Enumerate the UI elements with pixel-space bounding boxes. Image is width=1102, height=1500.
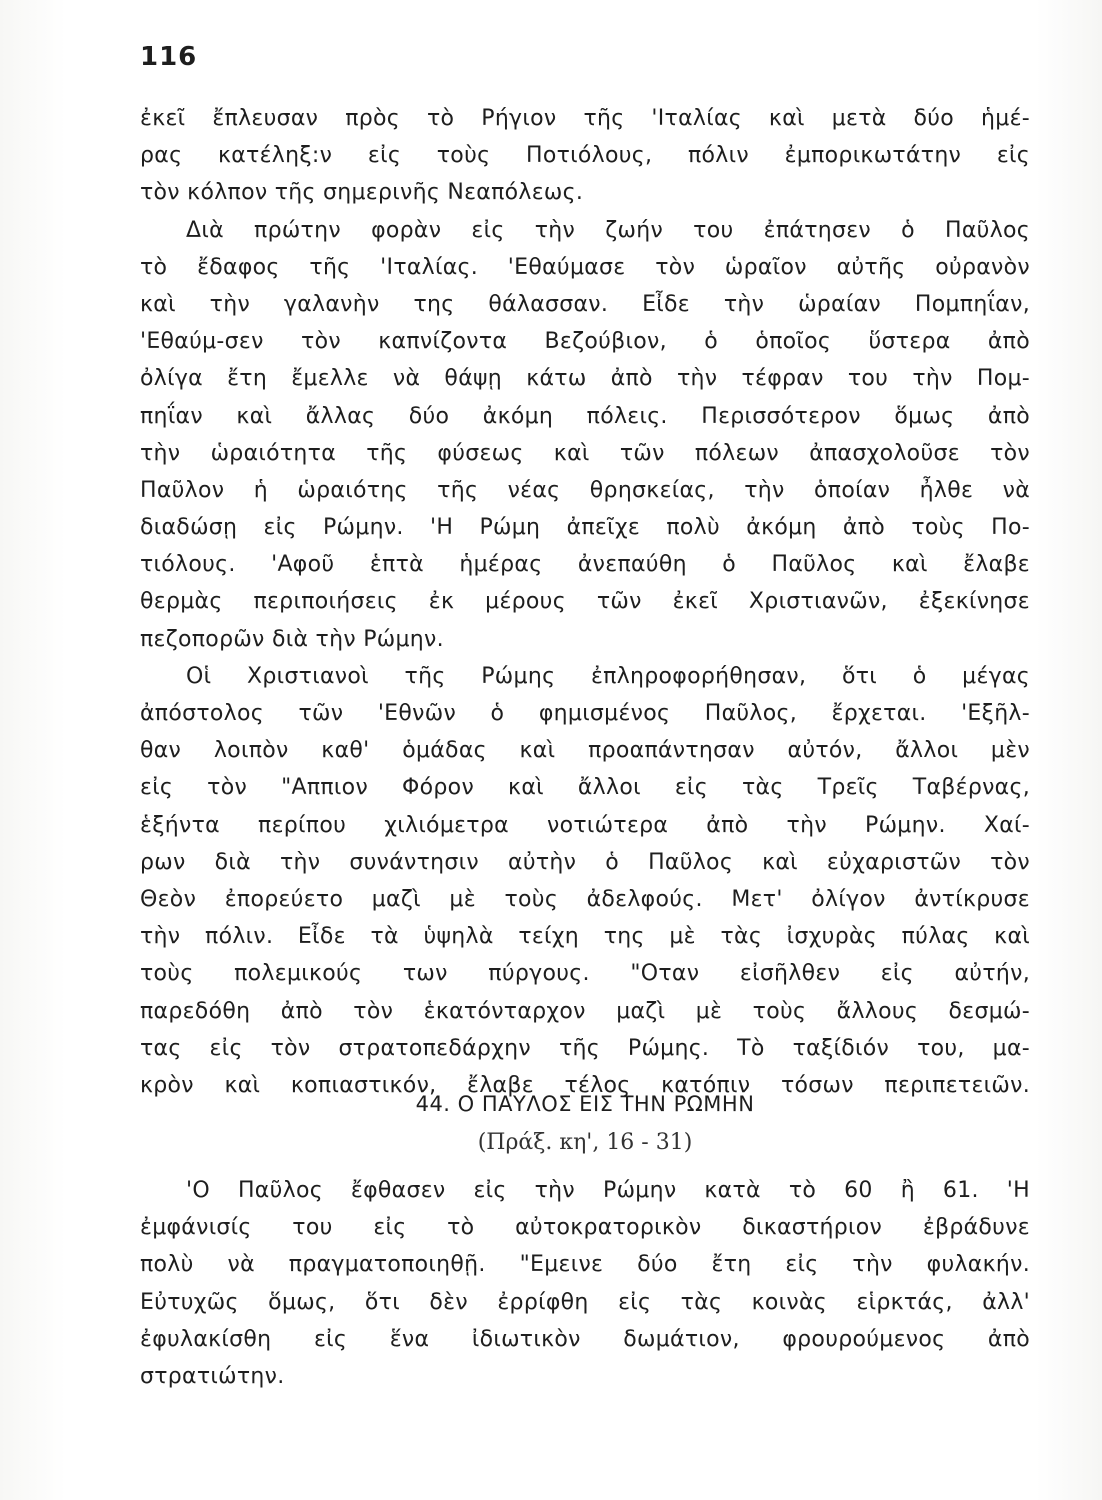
body-text-bottom [140, 1172, 1030, 1395]
text-line: ρων διὰ τὴν συνάντησιν αὐτὴν ὁ Παῦλος καὶ εὐχαριστῶν τὸν [140, 849, 1030, 875]
text-line: παρεδόθη ἀπὸ τὸν ἑκατόνταρχον μαζὶ μὲ τοὺς ἄλλους δεσμώ- [140, 998, 1030, 1024]
text-line: τὴν ὡραιότητα τῆς φύσεως καὶ τῶν πόλεων ἀπασχολοῦσε τὸν [140, 440, 1030, 466]
text-line: τοὺς πολεμικούς των πύργους. "Οταν εἰσῆλθεν εἰς αὐτήν, [140, 961, 1030, 987]
text-line: καὶ τὴν γαλανὴν της θάλασσαν. Εἶδε τὴν ὡραίαν Πομπηΐαν, [140, 291, 1030, 317]
text-line: τὸν κόλπον τῆς σημερινῆς Νεαπόλεως. [140, 180, 584, 206]
text-line: θαν λοιπὸν καθ' ὁμάδας καὶ προαπάντησαν αὐτόν, ἄλλοι μὲν [140, 738, 1030, 764]
text-line: τὴν πόλιν. Εἶδε τὰ ὑψηλὰ τείχη της μὲ τὰς ἰσχυρὰς πύλας καὶ [140, 924, 1030, 950]
text-line: πεζοπορῶν διὰ τὴν Ρώμην. [140, 626, 444, 652]
text-line: Θεὸν ἐπορεύετο μαζὶ μὲ τοὺς ἀδελφούς. Μετ' ὀλίγον ἀντίκρυσε [140, 886, 1030, 912]
text-line: ἐφυλακίσθη εἰς ἕνα ἰδιωτικὸν δωμάτιον, φρουρούμενος ἀπὸ [140, 1326, 1030, 1352]
text-line: τιόλους. 'Αφοῦ ἑπτὰ ἡμέρας ἀνεπαύθη ὁ Παῦλος καὶ ἔλαβε [140, 552, 1030, 578]
text-line: κρὸν καὶ κοπιαστικόν, ἔλαβε τέλος κατόπιν τόσων περιπετειῶν. [140, 1072, 1030, 1098]
section-heading: 44. Ο ΠΑΥΛΟΣ ΕΙΣ ΤΗΝ ΡΩΜΗΝ [415, 1092, 755, 1116]
text-line: Εὐτυχῶς ὅμως, ὅτι δὲν ἐρρίφθη εἰς τὰς κοινὰς εἱρκτάς, ἀλλ' [140, 1289, 1030, 1315]
text-line: πολὺ νὰ πραγματοποιηθῇ. "Εμεινε δύο ἔτη εἰς τὴν φυλακήν. [140, 1252, 1030, 1278]
text-line: Διὰ πρώτην φορὰν εἰς τὴν ζωήν του ἐπάτησεν ὁ Παῦλος [186, 217, 1030, 243]
text-line: Οἱ Χριστιανοὶ τῆς Ρώμης ἐπληροφορήθησαν, ὅτι ὁ μέγας [186, 663, 1030, 689]
text-line: θερμὰς περιποιήσεις ἐκ μέρους τῶν ἐκεῖ Χριστιανῶν, ἐξεκίνησε [140, 589, 1030, 615]
text-line: ἐμφάνισίς του εἰς τὸ αὐτοκρατορικὸν δικαστήριον ἐβράδυνε [140, 1215, 1030, 1241]
text-line: ἀπόστολος τῶν 'Εθνῶν ὁ φημισμένος Παῦλος, ἔρχεται. 'Εξῆλ- [140, 701, 1030, 726]
text-line: πηΐαν καὶ ἄλλας δύο ἀκόμη πόλεις. Περισσότερον ὅμως ἀπὸ [140, 403, 1030, 429]
text-line: ἐκεῖ ἔπλευσαν πρὸς τὸ Ρήγιον τῆς 'Ιταλίας καὶ μετὰ δύο ἡμέ- [140, 106, 1030, 131]
text-line: διαδώσῃ εἰς Ρώμην. 'Η Ρώμη ἀπεῖχε πολὺ ἀκόμη ἀπὸ τοὺς Πο- [140, 515, 1030, 541]
scripture-reference: (Πράξ. κη', 16 - 31) [477, 1130, 693, 1155]
text-line: 'Ο Παῦλος ἔφθασεν εἰς τὴν Ρώμην κατὰ τὸ 60 ἢ 61. 'Η [186, 1178, 1030, 1203]
text-line: στρατιώτην. [140, 1363, 285, 1389]
body-text-top [140, 100, 1030, 1104]
text-line: 'Εθαύμ-σεν τὸν καπνίζοντα Βεζούβιον, ὁ ὁποῖος ὕστερα ἀπὸ [140, 329, 1030, 355]
text-line: τὸ ἔδαφος τῆς 'Ιταλίας. 'Εθαύμασε τὸν ὡραῖον αὐτῆς οὐρανὸν [140, 254, 1030, 280]
text-line: ὀλίγα ἔτη ἔμελλε νὰ θάψῃ κάτω ἀπὸ τὴν τέφραν του τὴν Πομ- [140, 366, 1030, 392]
text-line: Παῦλον ἡ ὡραιότης τῆς νέας θρησκείας, τὴν ὁποίαν ἦλθε νὰ [140, 477, 1030, 503]
text-line: ρας κατέληξ:ν εἰς τοὺς Ποτιόλους, πόλιν ἐμπορικωτάτην εἰς [140, 143, 1030, 169]
page-number: 116 [140, 42, 198, 72]
text-line: εἰς τὸν "Αππιον Φόρον καὶ ἄλλοι εἰς τὰς Τρεῖς Ταβέρνας, [140, 775, 1030, 801]
text-line: τας εἰς τὸν στρατοπεδάρχην τῆς Ρώμης. Τὸ ταξίδιόν του, μα- [140, 1035, 1030, 1061]
text-line: ἑξήντα περίπου χιλιόμετρα νοτιώτερα ἀπὸ τὴν Ρώμην. Χαί- [140, 812, 1030, 838]
